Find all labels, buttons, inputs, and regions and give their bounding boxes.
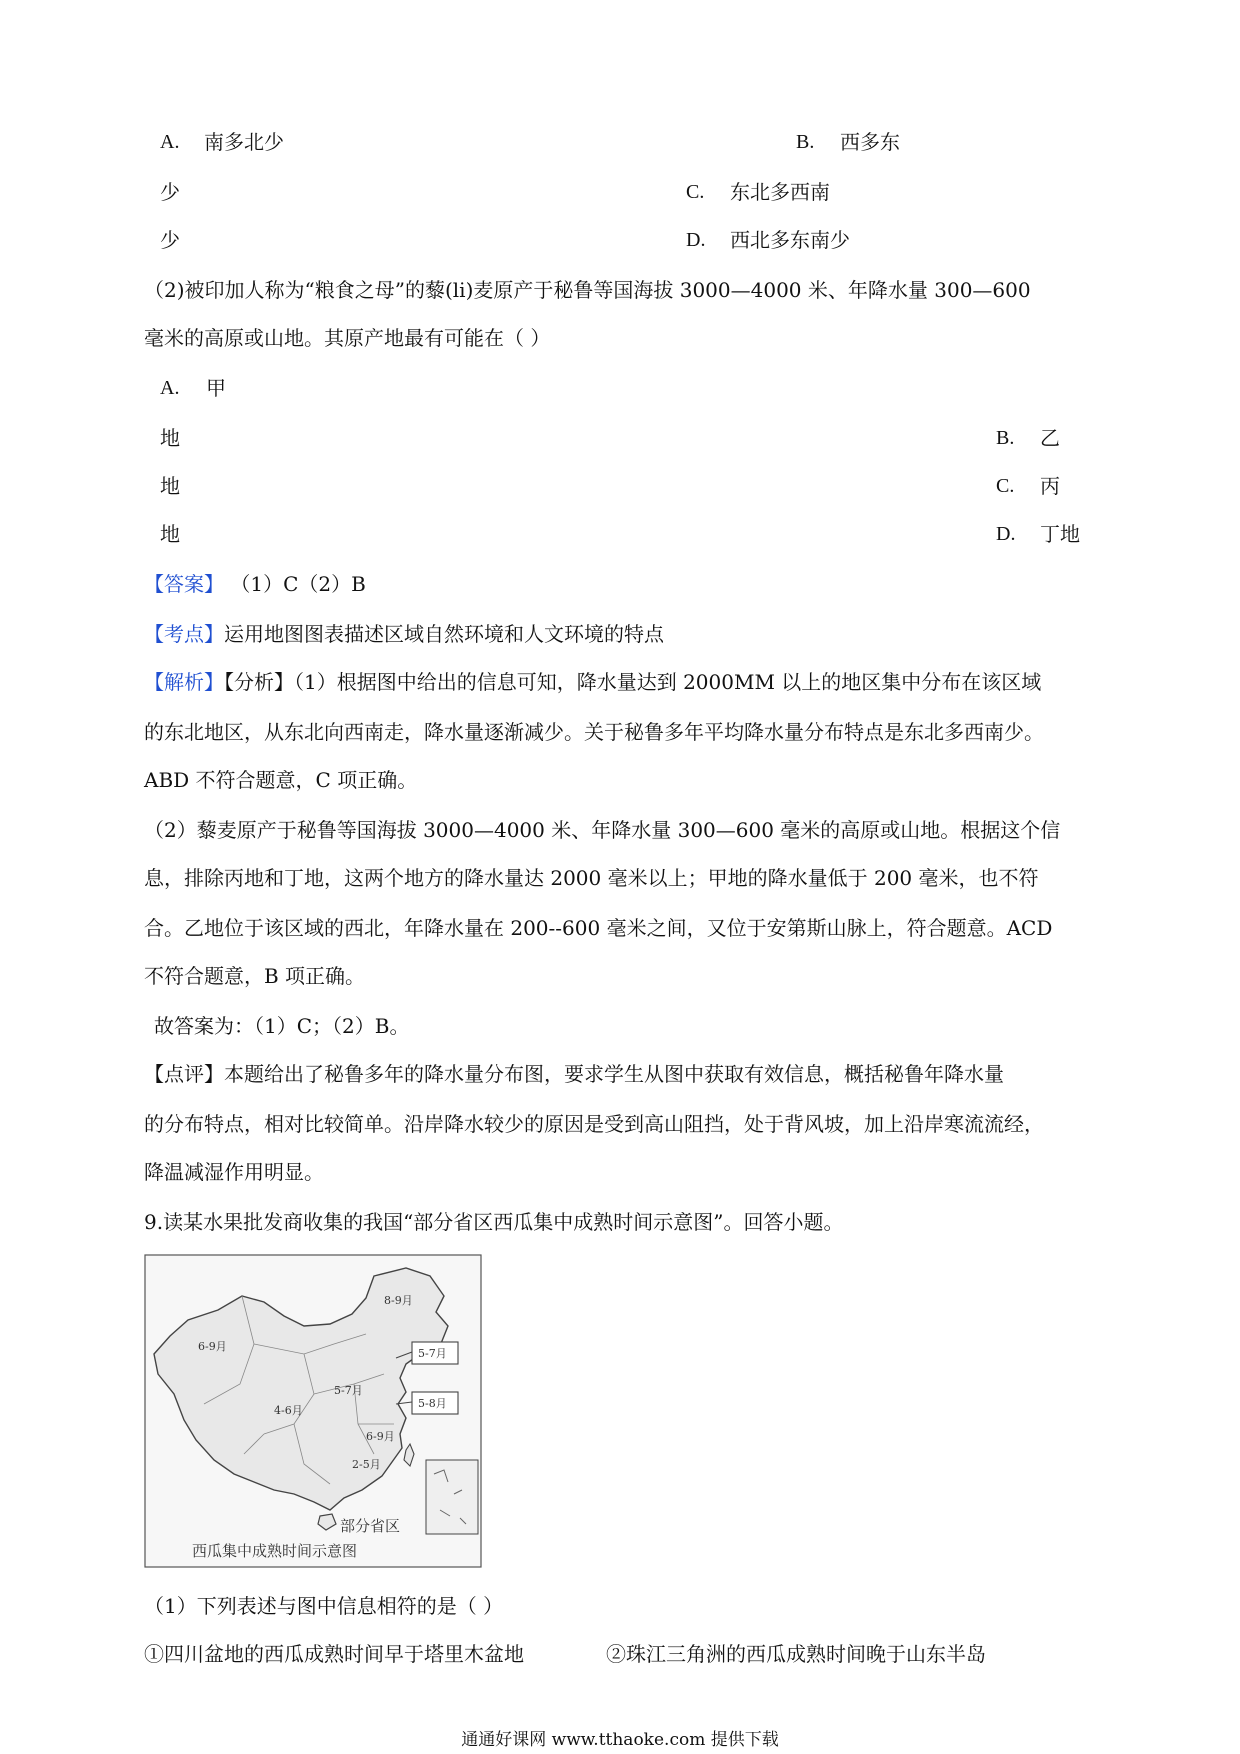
jiexi-line7: 不符合题意，B 项正确。: [144, 964, 366, 988]
jiexi-line2: 的东北地区，从东北向西南走，降水量逐渐减少。关于秘鲁多年平均降水量分布特点是东北多西南少。: [144, 720, 1044, 744]
option-c-text: 东北多西南: [730, 180, 830, 204]
dianping-line3: 降温减湿作用明显。: [144, 1160, 324, 1184]
q8p2-option-c-continuation: 地: [160, 522, 180, 546]
jiexi-line3: ABD 不符合题意，C 项正确。: [144, 768, 418, 792]
page-footer: 通通好课网 www.tthaoke.com 提供下载: [461, 1730, 779, 1750]
q8p2-option-a-continuation: 地: [160, 426, 180, 450]
q9-sub1: （1）下列表述与图中信息相符的是（ ）: [144, 1594, 504, 1618]
option-d-letter: D.: [686, 229, 706, 251]
jiexi-line6: 合。乙地位于该区域的西北，年降水量在 200--600 毫米之间，又位于安第斯山脉上，符合题意。ACD: [144, 916, 1053, 940]
answer-text: （1）C（2）B: [224, 572, 366, 596]
option-c-continuation: 少: [160, 228, 180, 252]
q8p2-option-a-letter: A.: [160, 377, 180, 399]
watermelon-map-figure: [144, 1254, 484, 1570]
jiexi-line5: 息，排除丙地和丁地，这两个地方的降水量达 2000 毫米以上；甲地的降水量低于 200 毫米，也不符: [144, 866, 1039, 890]
kaodian-tag: 【考点】: [144, 622, 224, 646]
answer-tag: 【答案】: [144, 572, 224, 596]
q8p2-option-a-text: 甲: [206, 376, 226, 400]
q8p2-option-b-letter: B.: [996, 427, 1015, 449]
jiexi-line4: （2）藜麦原产于秘鲁等国海拔 3000—4000 米、年降水量 300—600 毫米的高原或山地。根据这个信: [144, 818, 1061, 842]
label-southwest: 4-6月: [274, 1404, 303, 1417]
label-southeast: 6-9月: [366, 1430, 395, 1443]
label-northeast: 8-9月: [384, 1294, 413, 1307]
label-center: 5-7月: [334, 1384, 363, 1397]
option-b-letter: B.: [796, 131, 815, 153]
jiexi-line1: [144, 668, 1041, 696]
answer-line: [144, 570, 366, 598]
q8p2-option-b-text: 乙: [1040, 426, 1060, 450]
jiexi-text1: 【分析】（1）根据图中给出的信息可知，降水量达到 2000MM 以上的地区集中分布在该区域: [224, 670, 1042, 694]
label-box1: 5-7月: [418, 1347, 447, 1360]
q8p2-option-d-text: 丁地: [1040, 522, 1080, 546]
q8p2-option-b-continuation: 地: [160, 474, 180, 498]
label-box2: 5-8月: [418, 1397, 447, 1410]
dianping-line1: 【点评】本题给出了秘鲁多年的降水量分布图，要求学生从图中获取有效信息，概括秘鲁年降水量: [144, 1062, 1004, 1086]
jiexi-tag: 【解析】: [144, 670, 224, 694]
q8-part2-stem-line1: （2)被印加人称为“粮食之母”的藜(li)麦原产于秘鲁等国海拔 3000—4000 米、年降水量 300—600: [144, 278, 1031, 302]
label-south: 2-5月: [352, 1458, 381, 1471]
jiexi-line8: 故答案为：（1）C；（2）B。: [154, 1014, 410, 1038]
kaodian-text: 运用地图图表描述区域自然环境和人文环境的特点: [224, 622, 664, 646]
q8p2-option-c-text: 丙: [1040, 474, 1060, 498]
south-china-sea-inset: [426, 1460, 478, 1534]
kaodian-line: [144, 620, 664, 648]
q8p2-option-c-letter: C.: [996, 475, 1015, 497]
option-d-text: 西北多东南少: [730, 228, 850, 252]
q8-part2-stem-line2: 毫米的高原或山地。其原产地最有可能在（ ）: [144, 326, 551, 350]
map-caption-1: 部分省区: [340, 1517, 401, 1535]
option-a-text: 南多北少: [204, 130, 284, 154]
option-c-letter: C.: [686, 181, 705, 203]
q9-option-1: ①四川盆地的西瓜成熟时间早于塔里木盆地: [144, 1642, 524, 1666]
option-a-letter: A.: [160, 131, 180, 153]
china-map-svg: [144, 1254, 484, 1570]
map-caption-2: 西瓜集中成熟时间示意图: [192, 1542, 358, 1560]
dianping-line2: 的分布特点，相对比较简单。沿岸降水较少的原因是受到高山阻挡，处于背风坡，加上沿岸寒流流经，: [144, 1112, 1044, 1136]
q9-option-2: ②珠江三角洲的西瓜成熟时间晚于山东半岛: [606, 1642, 986, 1666]
q9-stem: 9.读某水果批发商收集的我国“部分省区西瓜集中成熟时间示意图”。回答小题。: [144, 1210, 844, 1234]
option-b-continuation: 少: [160, 180, 180, 204]
q8p2-option-d-letter: D.: [996, 523, 1016, 545]
label-northwest: 6-9月: [198, 1340, 227, 1353]
option-b-text: 西多东: [840, 130, 900, 154]
